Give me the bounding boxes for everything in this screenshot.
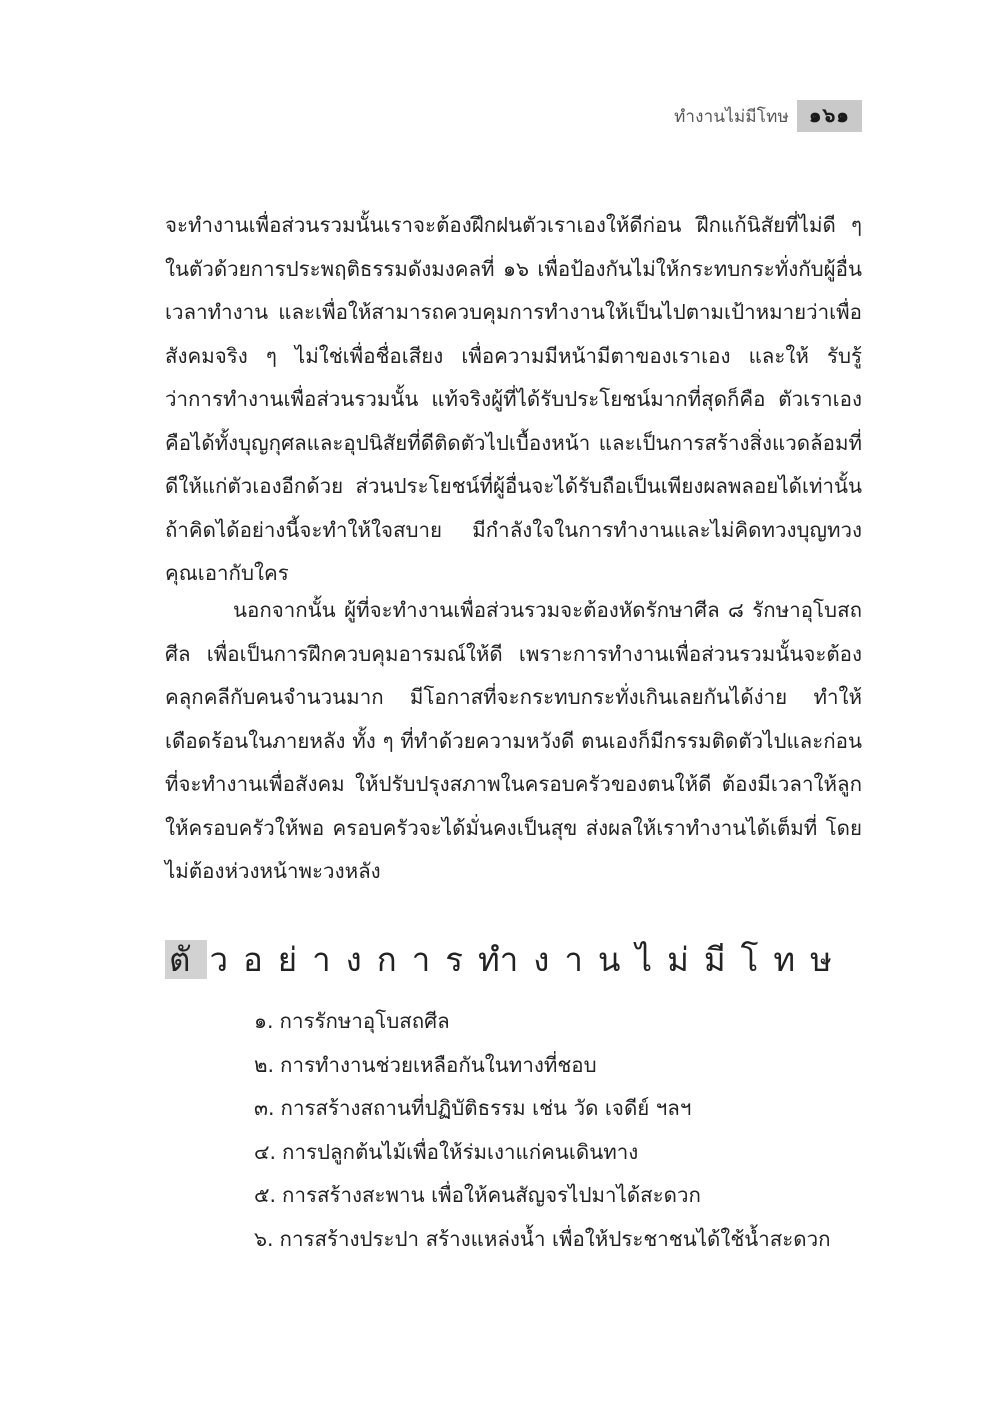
body-paragraph-2: นอกจากนั้น ผู้ที่จะทำงานเพื่อส่วนรวมจะต้องหัดรักษาศีล ๘ รักษาอุโบสถศีล เพื่อเป็นการฝึกควบคุมอารมณ์ให้ดี เพราะการทำงานเพื่อส่วนรวมนั้นจะต้องคลุกคลีกับคนจำนวนมาก มีโอกาสที่จะกระทบกระทั่งเกินเลยกันได้ง่าย ทำให้เดือดร้อนในภายหลัง ทั้ง ๆ ที่ทำด้วยความหวังดี ตนเองก็มีกรรมติดตัวไปและก่อนที่จะทำงานเพื่อสังคม ให้ปรับปรุงสภาพในครอบครัวของตนให้ดี ต้องมีเวลาให้ลูกให้ครอบครัวให้พอ ครอบครัวจะได้มั่นคงเป็นสุข ส่งผลให้เราทำงานได้เต็มที่ โดยไม่ต้องห่วงหน้าพะวงหลัง <box>165 598 862 883</box>
list-item-text: การปลูกต้นไม้เพื่อให้ร่มเงาแก่คนเดินทาง <box>282 1139 639 1164</box>
section-heading-rest: วอย่างการทำงานไม่มีโทษ <box>209 940 847 979</box>
example-list <box>254 1000 874 1261</box>
running-header <box>674 100 862 132</box>
list-item <box>254 1044 874 1088</box>
section-heading <box>165 935 847 985</box>
list-item <box>254 1218 874 1262</box>
list-item-text: การสร้างสะพาน เพื่อให้คนสัญจรไปมาได้สะดวก <box>282 1183 701 1207</box>
list-item-text: การรักษาอุโบสถศีล <box>279 1009 450 1033</box>
page-number: ๑๖๑ <box>797 100 862 132</box>
list-item-number: ๖. <box>254 1226 274 1251</box>
list-item <box>254 1000 874 1044</box>
list-item-text: การทำงานช่วยเหลือกันในทางที่ชอบ <box>280 1052 597 1077</box>
list-item-number: ๓. <box>254 1096 275 1120</box>
list-item-text: การสร้างประปา สร้างแหล่งน้ำ เพื่อให้ประชาชนได้ใช้น้ำสะดวก <box>279 1226 831 1251</box>
body-paragraph-1: จะทำงานเพื่อส่วนรวมนั้นเราจะต้องฝึกฝนตัวเราเองให้ดีก่อน ฝึกแก้นิสัยที่ไม่ดี ๆ ในตัวด้วยการประพฤติธรรมดังมงคลที่ ๑๖ เพื่อป้องกันไม่ให้กระทบกระทั่งกับผู้อื่นเวลาทำงาน และเพื่อให้สามารถควบคุมการทำงานให้เป็นไปตามเป้าหมายว่าเพื่อสังคมจริง ๆ ไม่ใช่เพื่อชื่อเสียง เพื่อความมีหน้ามีตาของเราเอง และให้ รับรู้ว่าการทำงานเพื่อส่วนรวมนั้น แท้จริงผู้ที่ได้รับประโยชน์มากที่สุดก็คือ ตัวเราเอง คือได้ทั้งบุญกุศลและอุปนิสัยที่ดีติดตัวไปเบื้องหน้า และเป็นการสร้างสิ่งแวดล้อมที่ดีให้แก่ตัวเองอีกด้วย ส่วนประโยชน์ที่ผู้อื่นจะได้รับถือเป็นเพียงผลพลอยได้เท่านั้น ถ้าคิดได้อย่างนี้จะทำให้ใจสบาย มีกำลังใจในการทำงานและไม่คิดทวงบุญทวงคุณเอากับใคร <box>165 213 862 585</box>
running-title: ทำงานไม่มีโทษ <box>674 106 789 127</box>
list-item-text: การสร้างสถานที่ปฏิบัติธรรม เช่น วัด เจดีย์ ฯลฯ <box>280 1096 692 1120</box>
list-item <box>254 1131 874 1175</box>
list-item <box>254 1174 874 1218</box>
list-item-number: ๑. <box>254 1009 274 1033</box>
list-item-number: ๒. <box>254 1052 275 1077</box>
section-heading-first-letter: ตั <box>165 940 207 979</box>
list-item <box>254 1087 874 1131</box>
list-item-number: ๕. <box>254 1183 277 1207</box>
list-item-number: ๔. <box>254 1139 277 1164</box>
